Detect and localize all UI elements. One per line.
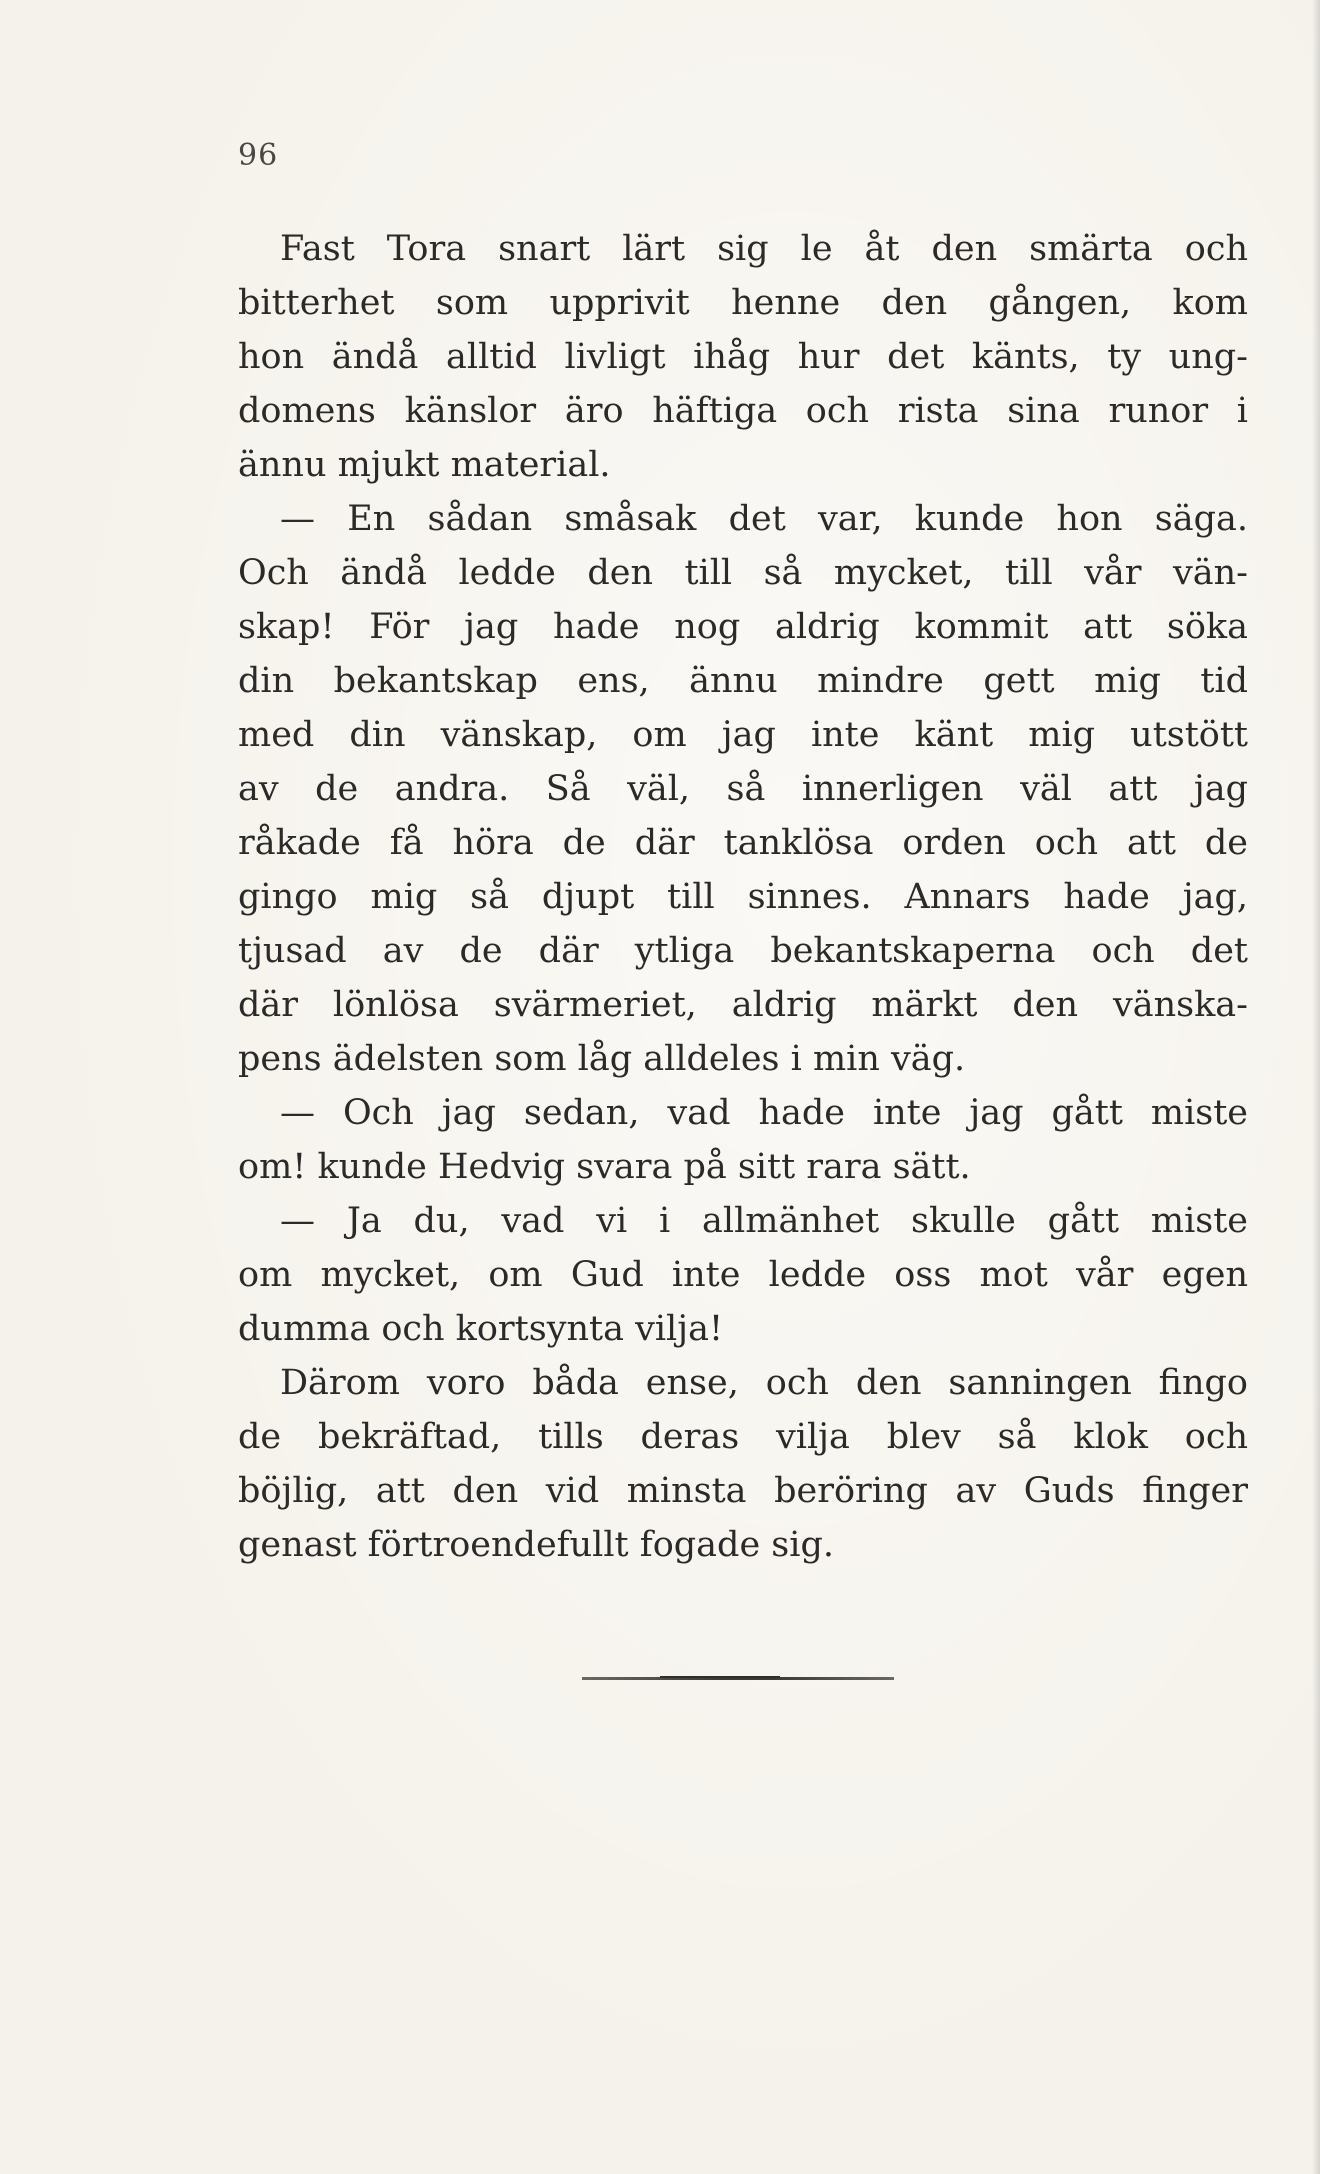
text-line: Fast Tora snart lärt sig le åt den smärta och	[280, 229, 1248, 269]
text-line: dumma och kortsynta vilja!	[238, 1309, 724, 1349]
text-line: — Och jag sedan, vad hade inte jag gått miste	[280, 1093, 1248, 1133]
text-line: där lönlösa svärmeriet, aldrig märkt den vänska-	[238, 985, 1248, 1025]
text-line: ännu mjukt material.	[238, 445, 611, 485]
text-line: — En sådan småsak det var, kunde hon säga.	[280, 499, 1248, 539]
text-line: gingo mig så djupt till sinnes. Annars hade jag,	[238, 877, 1248, 917]
text-line: skap! För jag hade nog aldrig kommit att söka	[238, 607, 1248, 647]
text-line: av de andra. Så väl, så innerligen väl att jag	[238, 769, 1248, 809]
text-line: böjlig, att den vid minsta beröring av Guds finger	[238, 1471, 1248, 1511]
text-line: med din vänskap, om jag inte känt mig utstött	[238, 715, 1248, 755]
page-number: 96	[238, 138, 279, 173]
text-line: Och ändå ledde den till så mycket, till vår vän-	[238, 553, 1248, 593]
text-line: — Ja du, vad vi i allmänhet skulle gått miste	[280, 1201, 1248, 1241]
text-line: bitterhet som upprivit henne den gången, kom	[238, 283, 1248, 323]
text-line: Därom voro båda ense, och den sanningen fingo	[280, 1363, 1248, 1403]
text-line: hon ändå alltid livligt ihåg hur det känts, ty ung-	[238, 337, 1248, 377]
text-line: om mycket, om Gud inte ledde oss mot vår egen	[238, 1255, 1248, 1295]
text-line: domens känslor äro häftiga och rista sina runor i	[238, 391, 1248, 431]
text-line: tjusad av de där ytliga bekantskaperna och det	[238, 931, 1248, 971]
text-line: din bekantskap ens, ännu mindre gett mig tid	[238, 661, 1248, 701]
text-line: de bekräftad, tills deras vilja blev så klok och	[238, 1417, 1248, 1457]
page-edge-shadow	[1312, 0, 1320, 2174]
text-line: råkade få höra de där tanklösa orden och att de	[238, 823, 1248, 863]
text-line: genast förtroendefullt fogade sig.	[238, 1525, 834, 1565]
body-text	[238, 222, 1248, 1572]
text-line: om! kunde Hedvig svara på sitt rara sätt.	[238, 1147, 971, 1187]
end-rule-center	[660, 1676, 780, 1678]
text-line: pens ädelsten som låg alldeles i min väg.	[238, 1039, 966, 1079]
